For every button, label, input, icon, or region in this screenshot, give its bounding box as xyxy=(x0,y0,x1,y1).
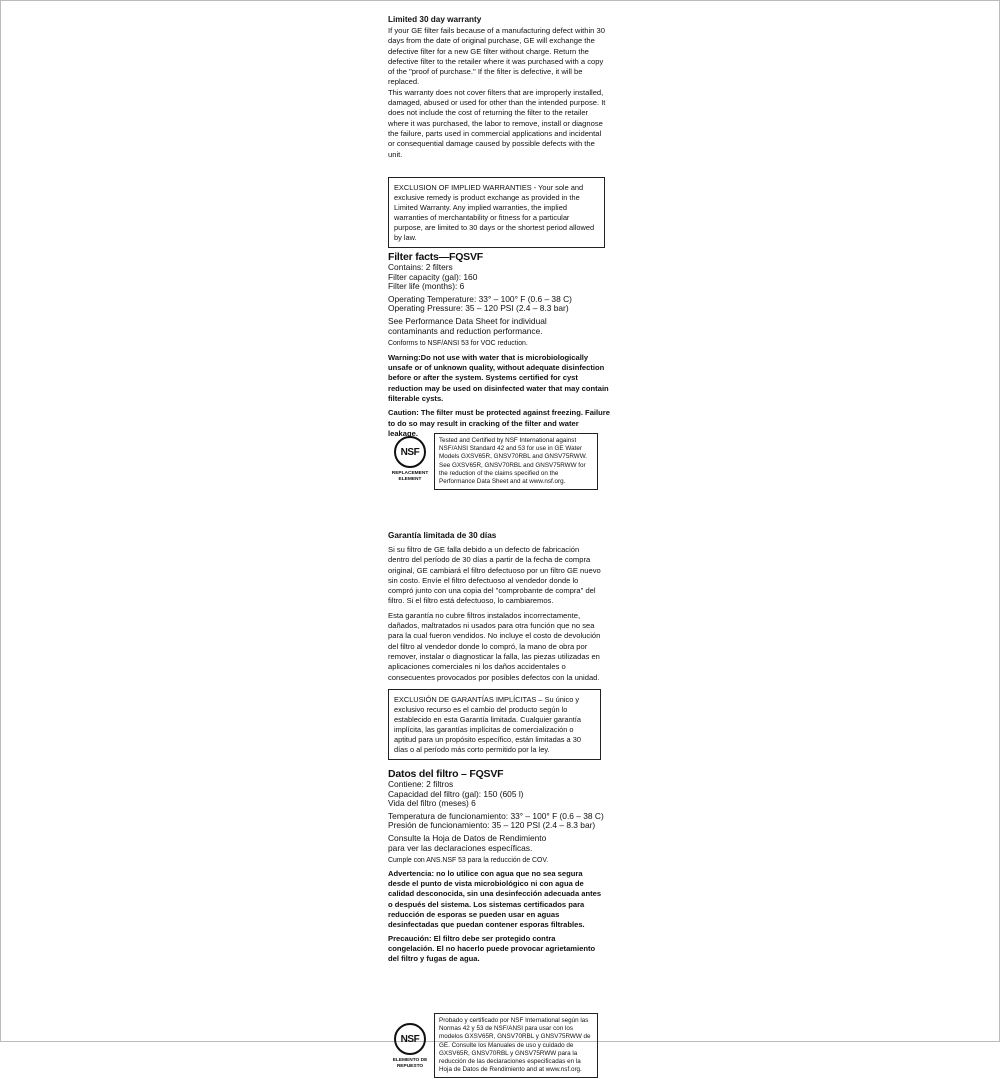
nsf-caption: REPLACEMENT ELEMENT xyxy=(391,471,429,482)
warning-label: Warning: xyxy=(388,352,421,362)
warning-note xyxy=(388,869,604,931)
spanish-warranty-section xyxy=(388,531,602,683)
nsf-certification-es xyxy=(388,1013,610,1079)
caution-label: Caution: xyxy=(388,408,419,418)
nsf-seal-icon: NSF xyxy=(394,1023,426,1055)
facts-title: Datos del filtro – FQSVF xyxy=(388,768,504,780)
nsf-caption: ELEMENTO DE REPUESTO xyxy=(392,1058,428,1069)
performance-note: Consulte la Hoja de Datos de Rendimiento para ver las declaraciones específicas. xyxy=(388,832,547,853)
spanish-filter-facts xyxy=(388,768,604,964)
nsf-seal-icon: NSF xyxy=(394,436,426,468)
warning-text: Do not use with water that is microbiologically unsafe or of unknown quality, without adequate disinfection before or after the system. Systems certified for cyst reduction may be used on disinfected water that may contain filterable cysts. xyxy=(388,352,609,403)
warning-text: no lo utilice con agua que no sea segura desde el punto de vista microbiológico ni con agua de calidad desconocida, sin una desinfección adecuada antes o después del sistema. Los sistemas certificados para reducción de esporas se pueden usar en aguas desinfectadas que puedan contener esporas filtrables. xyxy=(388,868,602,930)
operating-line: Temperatura de funcionamiento: 33° – 100° F (0.6 – 38 C) xyxy=(388,810,604,821)
warranty-title: Garantía limitada de 30 días xyxy=(388,531,497,540)
conforms-note: Cumple con ANS.NSF 53 para la reducción de COV. xyxy=(388,857,549,865)
nsf-certification-en xyxy=(388,433,610,493)
caution-note xyxy=(388,934,604,965)
operating-line: Presión de funcionamiento: 35 – 120 PSI (2.4 – 8.3 bar) xyxy=(388,820,596,831)
operating-line: Operating Temperature: 33° – 100° F (0.6 – 38 C) xyxy=(388,293,572,304)
warranty-paragraph-1: Si su filtro de GE falla debido a un defecto de fabricación dentro del período de 30 días a partir de la fecha de compra original, GE cambiará el filtro defectuoso por un filtro GE nuevo sin costo. Envíe el filtro defectuoso al vendedor donde lo compró junto con una copia del "comprobante de compra" del filtro. Si el filtro está defectuoso, lo cambiaremos. xyxy=(388,545,601,606)
performance-note: See Performance Data Sheet for individual contaminants and reduction performance. xyxy=(388,315,547,336)
warranty-paragraph-2: This warranty does not cover filters that are improperly installed, damaged, abused or used for other than the intended purpose. It does not include the cost of returning the filter to the retailer where it was purchased, the labor to remove, install or diagnose the failure, parts used in commercial applications and incidental or consequential damage caused by possible defects with the unit. xyxy=(388,87,606,159)
nsf-text: Tested and Certified by NSF International against NSF/ANSI Standard 42 and 53 for use in GE Water Models GXSV65R, GNSV70RBL and GNSV75RWW. See GXSV65R, GNSV70RBL and GNSV75RWW for the reduction of the claims specified on the Performance Data Sheet and at www.nsf.org. xyxy=(439,437,588,486)
facts-line: Filter capacity (gal): 160 xyxy=(388,271,478,282)
nsf-text-box xyxy=(434,1013,598,1078)
nsf-logo xyxy=(388,1023,432,1070)
facts-line: Capacidad del filtro (gal): 150 (605 l) xyxy=(388,788,524,799)
warning-label: Advertencia: xyxy=(388,868,435,878)
caution-text: The filter must be protected against freezing. Failure to do so may result in cracking of the filter and water leakage. xyxy=(388,408,610,438)
exclusion-box xyxy=(388,177,605,248)
nsf-text: Probado y certificado por NSF International según las Normas 42 y 53 de NSF/ANSI para usar con los modelos GXSV65R, GNSV70RBL y GNSV75RWW de GE. Consulte los Manuales de uso y cuidado de GXSV65R, GNSV70RBL y GNSV75RWW para la reducción de las declaraciones especificadas en la Hoja de Datos de Rendimiento and at www.nsf.org. xyxy=(439,1017,591,1074)
exclusion-text: EXCLUSIÓN DE GARANTÍAS IMPLÍCITAS – Su único y exclusivo recurso es el cambio del producto según lo establecido en esta Garantía limitada. Cualquier garantía implícita, las garantías implícitas de comercialización o aptitud para un propósito específico, están limitadas a 30 días o al período más corto permitido por la ley. xyxy=(394,695,581,754)
facts-line: Vida del filtro (meses) 6 xyxy=(388,798,476,809)
english-filter-facts xyxy=(388,251,610,439)
warranty-paragraph-2: Esta garantía no cubre filtros instalados incorrectamente, dañados, maltratados ni usados para otra función que no sea para la cual fueron vendidos. No incluye el costo de devolución del filtro al vendedor donde lo compró, la mano de obra por remover, instalar o diagnosticar la falla, las piezas utilizadas en aplicaciones comerciales ni los daños accidentales o consecuentes provocados por posibles defectos con la unidad. xyxy=(388,610,601,682)
warning-note xyxy=(388,353,610,404)
caution-text: El filtro debe ser protegido contra congelación. El no hacerlo puede provocar agrietamiento del filtro y fugas de agua. xyxy=(388,933,596,964)
facts-line: Contains: 2 filters xyxy=(388,262,453,272)
english-warranty-section xyxy=(388,15,610,160)
facts-line: Contiene: 2 filtros xyxy=(388,779,454,789)
exclusion-text: EXCLUSION OF IMPLIED WARRANTIES - Your sole and exclusive remedy is product exchange as provided in the Limited Warranty. Any implied warranties, the implied warranties of merchantability or fitness for a particular purpose, are limited to 30 days or the shortest period allowed by law. xyxy=(394,183,595,242)
nsf-logo xyxy=(388,436,432,483)
warranty-title: Limited 30 day warranty xyxy=(388,15,482,24)
operating-line: Operating Pressure: 35 – 120 PSI (2.4 – 8.3 bar) xyxy=(388,303,569,314)
facts-title: Filter facts—FQSVF xyxy=(388,251,484,263)
warranty-paragraph-1: If your GE filter fails because of a manufacturing defect within 30 days from the date of original purchase, GE will exchange the defective filter for a new GE filter without charge. Return the defective filter to the retailer where it was purchased with a copy of the "proof of purchase." If the filter is defective, it will be replaced. xyxy=(388,26,605,87)
facts-line: Filter life (months): 6 xyxy=(388,281,465,292)
exclusion-box-es xyxy=(388,689,601,760)
caution-label: Precaución: xyxy=(388,933,432,943)
conforms-note: Conforms to NSF/ANSI 53 for VOC reduction. xyxy=(388,340,528,348)
nsf-text-box xyxy=(434,433,598,490)
